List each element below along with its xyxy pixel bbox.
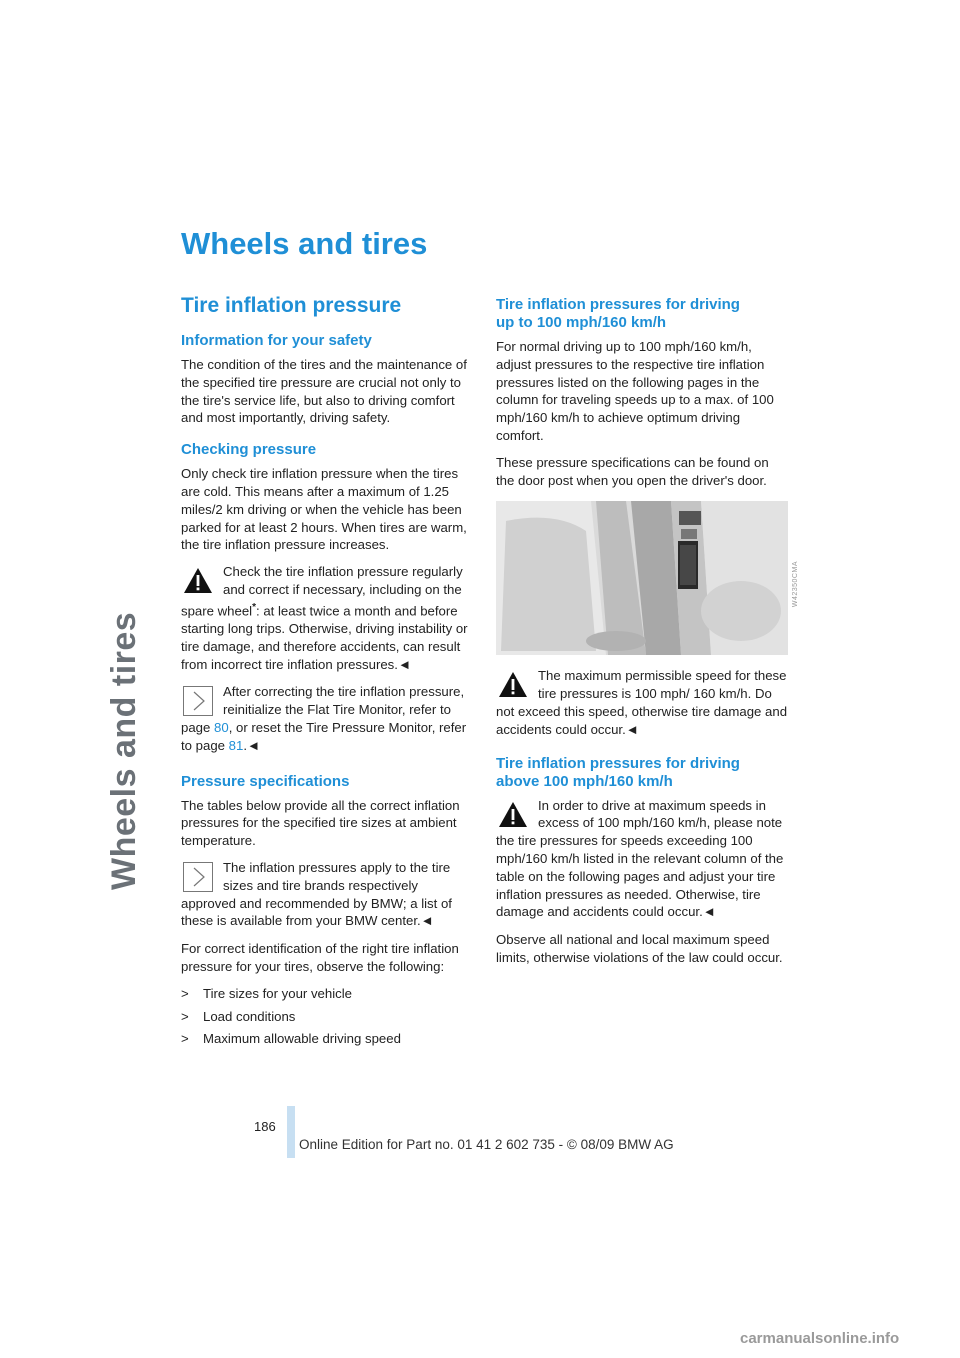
- footer-edition: Online Edition for Part no. 01 41 2 602 735 - © 08/09 BMW AG: [299, 1137, 674, 1152]
- checking-text: Only check tire inflation pressure when the tires are cold. This means after a maximum of 1.25 miles/2 km driving or when the vehicle has been parked for at least 2 hours. When tires are warm, the tire inflation pressure increases.: [181, 466, 467, 553]
- page-title: Wheels and tires: [181, 226, 428, 261]
- above-100-heading: Tire inflation pressures for driving above 100 mph/160 km/h: [496, 754, 740, 790]
- speed-limit-text: Observe all national and local maximum speed limits, otherwise violations of the law could occur.: [496, 932, 783, 965]
- page-link-81[interactable]: 81: [228, 737, 244, 753]
- warning-triangle-icon: [498, 800, 528, 830]
- warning-triangle-icon: [183, 566, 213, 596]
- footer-bar: [287, 1106, 295, 1158]
- page-link-80[interactable]: 80: [214, 719, 229, 735]
- warning1-text: Check the tire inflation pressure regularly and correct if necessary, including on the spare wheel: [181, 564, 463, 619]
- warning-note: [496, 797, 788, 922]
- section-heading: Tire inflation pressure: [181, 294, 402, 317]
- warning-triangle-icon: [498, 670, 528, 700]
- note-arrow-icon: [183, 862, 213, 892]
- right-column: [496, 296, 799, 976]
- warning3-text: In order to drive at maximum speeds in excess of 100 mph/160 km/h, please note the tire pressures for speeds exceeding 100 mph/160 km/h listed in the relevant column of the table on the following pages and adjust your tire inflation pressures as needed. Otherwise, tire damage and accidents could occur.: [496, 797, 784, 920]
- safety-text: The condition of the tires and the maintenance of the specified tire pressure are crucial not only to the tire's service life, but also to driving comfort and most importantly, driving safety.: [181, 357, 467, 426]
- photo-code: W42350CMA: [792, 561, 799, 608]
- left-column: [181, 290, 473, 1053]
- end-mark: ◄: [702, 904, 716, 920]
- warning-note: [181, 563, 473, 673]
- end-mark: ◄: [247, 737, 261, 753]
- checking-heading: Checking pressure: [181, 441, 317, 459]
- optional-equipment-star: *: [252, 601, 257, 613]
- list-item: > Load conditions: [181, 1008, 296, 1024]
- side-chapter-tab: [94, 190, 154, 890]
- info-note: [181, 859, 473, 930]
- warning2-text: The maximum permissible speed for these tire pressures is 100 mph/ 160 km/h. Do not exceed this speed, otherwise tire damage and accidents could occur.: [496, 668, 788, 737]
- safety-heading: Information for your safety: [181, 332, 372, 349]
- note-arrow-icon: [183, 686, 213, 716]
- up-to-100-text: For normal driving up to 100 mph/160 km/h, adjust pressures to the respective tire inflation pressures listed on the following pages in the column for traveling speeds up to a max. of 100 mph/160 km/h to achieve optimum driving comfort.: [496, 339, 774, 443]
- bullet-list: [181, 985, 473, 1048]
- end-mark: ◄: [397, 656, 411, 672]
- side-chapter-label: Wheels and tires: [105, 611, 143, 890]
- note2-text: The inflation pressures apply to the tire sizes and tire brands respectively approved and recommended by BMW; a list of these is available from your BMW center.: [181, 859, 452, 929]
- info-note: [181, 683, 473, 754]
- page-number: 186: [254, 1119, 276, 1134]
- note1-text-end: .: [243, 737, 248, 753]
- end-mark: ◄: [420, 913, 434, 929]
- door-post-photo: [496, 501, 799, 655]
- note1-text: After correcting the tire inflation pressure, reinitialize the Flat Tire Monitor, refer to page: [181, 684, 465, 735]
- note1-text-cont: , or reset the Tire Pressure Monitor, refer to page: [181, 719, 467, 753]
- watermark: carmanualsonline.info: [740, 1330, 900, 1347]
- up-to-100-heading: Tire inflation pressures for driving up to 100 mph/160 km/h: [496, 296, 740, 331]
- identification-text: For correct identification of the right tire inflation pressure for your tires, observe the following:: [181, 941, 459, 974]
- door-post-text: These pressure specifications can be found on the door post when you open the driver's door.: [496, 454, 769, 488]
- warning-note: [496, 667, 788, 738]
- spec-text: The tables below provide all the correct inflation pressures for the specified tire sizes at ambient temperature.: [181, 797, 460, 849]
- end-mark: ◄: [625, 721, 639, 737]
- list-item: > Tire sizes for your vehicle: [181, 985, 353, 1001]
- list-item: > Maximum allowable driving speed: [181, 1031, 401, 1047]
- spec-heading: Pressure specifications: [181, 772, 350, 790]
- warning1-text-cont: : at least twice a month and before starting long trips. Otherwise, driving instability or tire damage, and therefore accidents, can result from incorrect tire inflation pressures.: [181, 603, 468, 672]
